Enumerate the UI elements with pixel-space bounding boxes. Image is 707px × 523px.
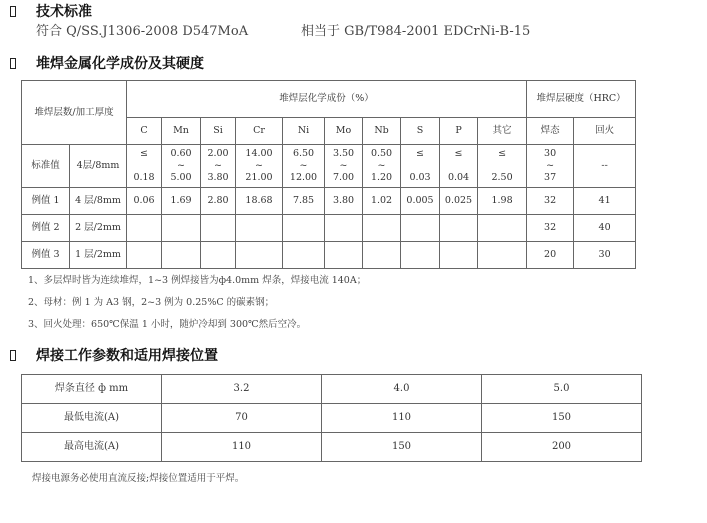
bullet-box-icon [10,58,16,69]
value-cell: 2.80 [201,188,236,215]
value-cell [440,242,478,269]
value-cell [127,215,162,242]
note-item: 2、母材：例 1 为 A3 钢，2~3 例为 0.25%C 的碳素钢； [28,297,275,308]
hardness-temper-cell: 30 [574,242,636,269]
param-value: 3.2 [162,375,322,404]
value-cell: 1.98 [478,188,527,215]
element-header: Mn [162,118,201,145]
standard-cell: ≤ 0.18 [127,145,162,188]
value-cell [478,242,527,269]
hardness-weld-cell: 32 [527,215,574,242]
value-cell: 1.02 [363,188,401,215]
param-label: 最高电流(A) [22,433,162,462]
table-row-example-1 [22,188,636,215]
row-label: 标准值 [22,145,70,188]
standard-cell: 14.00 ~ 21.00 [236,145,283,188]
param-value: 70 [162,404,322,433]
standard-cell: 0.50 ~ 1.20 [363,145,401,188]
section-title-text: 堆焊金属化学成份及其硬度 [36,56,204,72]
value-cell: 0.06 [127,188,162,215]
hardness-temper-cell: 40 [574,215,636,242]
value-cell [201,215,236,242]
element-header: 其它 [478,118,527,145]
standard-cell: 3.50 ~ 7.00 [325,145,363,188]
section-title-standard [10,1,92,21]
element-header: Cr [236,118,283,145]
section-title-text: 技术标准 [36,4,92,20]
standard-cell: 0.60 ~ 5.00 [162,145,201,188]
element-header: Ni [283,118,325,145]
standard-cell: ≤ 0.04 [440,145,478,188]
row-layers: 2 层/2mm [70,215,127,242]
hardness-weld-cell: 32 [527,188,574,215]
section-title-composition [10,53,204,73]
standard-hardness-weld: 30 ~ 37 [527,145,574,188]
param-value: 200 [482,433,642,462]
value-cell: 18.68 [236,188,283,215]
value-cell: 7.85 [283,188,325,215]
value-cell: 0.025 [440,188,478,215]
value-cell [401,242,440,269]
section-title-text: 焊接工作参数和适用焊接位置 [36,348,218,364]
value-cell [440,215,478,242]
table-row-example-3 [22,242,636,269]
row-label: 例值 2 [22,215,70,242]
value-cell [363,242,401,269]
param-label: 最低电流(A) [22,404,162,433]
value-cell: 0.005 [401,188,440,215]
header-hardness: 堆焊层硬度（HRC） [527,81,636,118]
value-cell [162,242,201,269]
param-value: 5.0 [482,375,642,404]
element-header: S [401,118,440,145]
header-chemical-composition: 堆焊层化学成份（%） [127,81,527,118]
standard-cell: ≤ 2.50 [478,145,527,188]
value-cell: 3.80 [325,188,363,215]
row-label: 例值 3 [22,242,70,269]
hardness-header-temper: 回火 [574,118,636,145]
parameters-table [21,374,642,462]
value-cell [363,215,401,242]
bullet-box-icon [10,350,16,361]
row-label: 例值 1 [22,188,70,215]
param-value: 150 [322,433,482,462]
value-cell [325,215,363,242]
standard-cell: 2.00 ~ 3.80 [201,145,236,188]
standard-equivalent: 相当于 GB/T984-2001 EDCrNi-B-15 [301,24,531,39]
row-layers: 4 层/8mm [70,188,127,215]
standard-conform: 符合 Q/SS.J1306-2008 D547MoA [36,24,249,39]
element-header: Mo [325,118,363,145]
standard-cell: ≤ 0.03 [401,145,440,188]
value-cell [201,242,236,269]
table-row-example-2 [22,215,636,242]
row-layers: 1 层/2mm [70,242,127,269]
table-row [22,433,642,462]
value-cell [236,215,283,242]
standard-line [36,20,531,39]
footer-note: 焊接电源务必使用直流反接;焊接位置适用于平焊。 [32,473,245,484]
standard-cell: 6.50 ~ 12.00 [283,145,325,188]
row-layers: 4层/8mm [70,145,127,188]
hardness-weld-cell: 20 [527,242,574,269]
element-header: P [440,118,478,145]
value-cell [127,242,162,269]
composition-table [21,80,636,269]
param-value: 110 [162,433,322,462]
value-cell [283,215,325,242]
table-row [22,375,642,404]
param-value: 150 [482,404,642,433]
standard-hardness-temper: -- [574,145,636,188]
element-header: Nb [363,118,401,145]
value-cell [478,215,527,242]
table-row-standard [22,145,636,188]
element-header: C [127,118,162,145]
value-cell [162,215,201,242]
value-cell [283,242,325,269]
param-label: 焊条直径 ф mm [22,375,162,404]
table-row [22,404,642,433]
section-title-parameters [10,345,218,365]
value-cell [401,215,440,242]
hardness-header-weld: 焊态 [527,118,574,145]
value-cell [236,242,283,269]
value-cell [325,242,363,269]
element-header: Si [201,118,236,145]
note-item: 3、回火处理：650℃保温 1 小时，随炉冷却到 300℃然后空冷。 [28,319,307,330]
notes-list [28,274,366,340]
param-value: 4.0 [322,375,482,404]
hardness-temper-cell: 41 [574,188,636,215]
header-layer-thickness: 堆焊层数/加工厚度 [22,81,127,145]
param-value: 110 [322,404,482,433]
bullet-box-icon [10,6,16,17]
value-cell: 1.69 [162,188,201,215]
note-item: 1、多层焊时皆为连续堆焊，1~3 例焊接皆为ф4.0mm 焊条，焊接电流 140A； [28,275,367,286]
